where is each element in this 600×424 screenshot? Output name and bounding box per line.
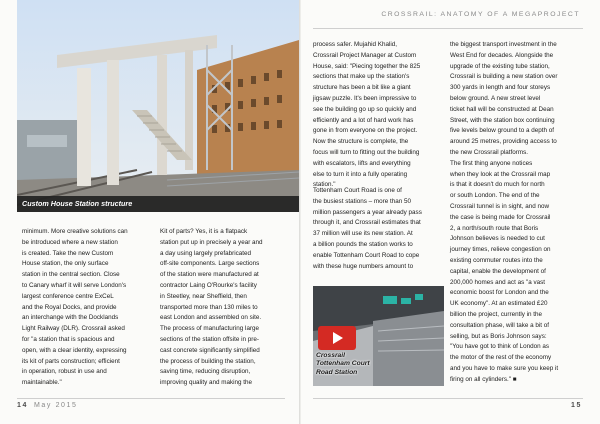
video-play-button[interactable] — [318, 326, 356, 350]
footer-rule-left — [17, 398, 285, 399]
station-photo — [17, 0, 299, 212]
page-number-left: 14 — [17, 402, 28, 409]
running-head-rule — [313, 28, 583, 29]
page-gutter — [299, 0, 301, 424]
inset-caption: Crossrail Tottenham Court Road Station — [316, 352, 370, 376]
body-column-2: Kit of parts? Yes, it is a flatpack station put up in precisely a year and a day using largely prefabricated off-site components. Large sections of the station were manufactured at contractor Laing O'Rourke's facility in Steetley, near Sheffield, then transported more than 130 miles to east London and assembled on site. The process of manufacturing large sections of the station offsite in pre- cast concrete significantly simplified the process of building the station, saving time, reducing disruption, improving quality and making the — [160, 228, 263, 387]
body-column-4: the biggest transport investment in the West End for decades. Alongside the upgrade of the existing tube station, Crossrail is building a new station over 300 yards in length and four storeys below ground. A new street level ticket hall will be constructed at Dean Street, with the station box continuing five levels below ground to a depth of around 25 metres, providing access to the new Crossrail platforms. The first thing anyone notices when they look at the Crossrail map is that it doesn't do much for north or south London. The end of the Crossrail tunnel is in sight, and now the case is being made for Crossrail 2, a north/south route that Boris Johnson believes is needed to cut journey times, relieve congestion on existing commuter routes into the capital, enable the development of 200,000 homes and act as "a vast economic boost for London and the UK economy". At an estimated £20 billion the project, currently in the consultation phase, will take a bit of selling, but as Boris Johnson says: "You have got to think of London as the motor of the rest of the economy and you have to make sure you keep it firing on all cylinders." ■ — [450, 41, 559, 383]
footer-rule-right — [313, 398, 583, 399]
issue-date: May 2015 — [34, 402, 78, 409]
photo-caption: Custom House Station structure — [17, 196, 299, 212]
body-column-3: process safer. Mujahid Khalid, Crossrail Project Manager at Custom House, said: "Piecing together the 825 sections that make up the station's structure has been a bit like a giant jigsaw puzzle. It's been impressive to see the building go up so quickly and efficiently and a lot of hard work has gone in from everyone on the project. Now the structure is complete, the focus will turn to fitting out the building with escalators, lifts and everything else to turn it into a fully operating station." — [313, 41, 421, 189]
body-column-3-continued: Tottenham Court Road is one of the busiest stations – more than 50 million passengers a year already pass through it, and Crossrail estimates that 37 million will use its new station. At a billion pounds the station works to enable Tottenham Court Road to cope with these huge numbers amount to — [313, 187, 422, 270]
play-icon — [333, 332, 343, 344]
running-head: CROSSRAIL: ANATOMY OF A MEGAPROJECT — [381, 11, 580, 18]
page-number-right: 15 — [571, 402, 582, 409]
body-column-1: minimum. More creative solutions can be introduced where a new station is created. Take the new Custom House station, the only surface station in the central section. Close to Canary wharf it will serve London's largest conference centre ExCeL and the Royal Docks, and provide an interchange with the Docklands Light Railway (DLR). Crossrail asked for "a station that is spacious and open, with a clear identity, expressing its kit of parts construction; efficient in operation, robust in use and maintainable." — [22, 228, 128, 387]
footer-left — [17, 402, 78, 409]
